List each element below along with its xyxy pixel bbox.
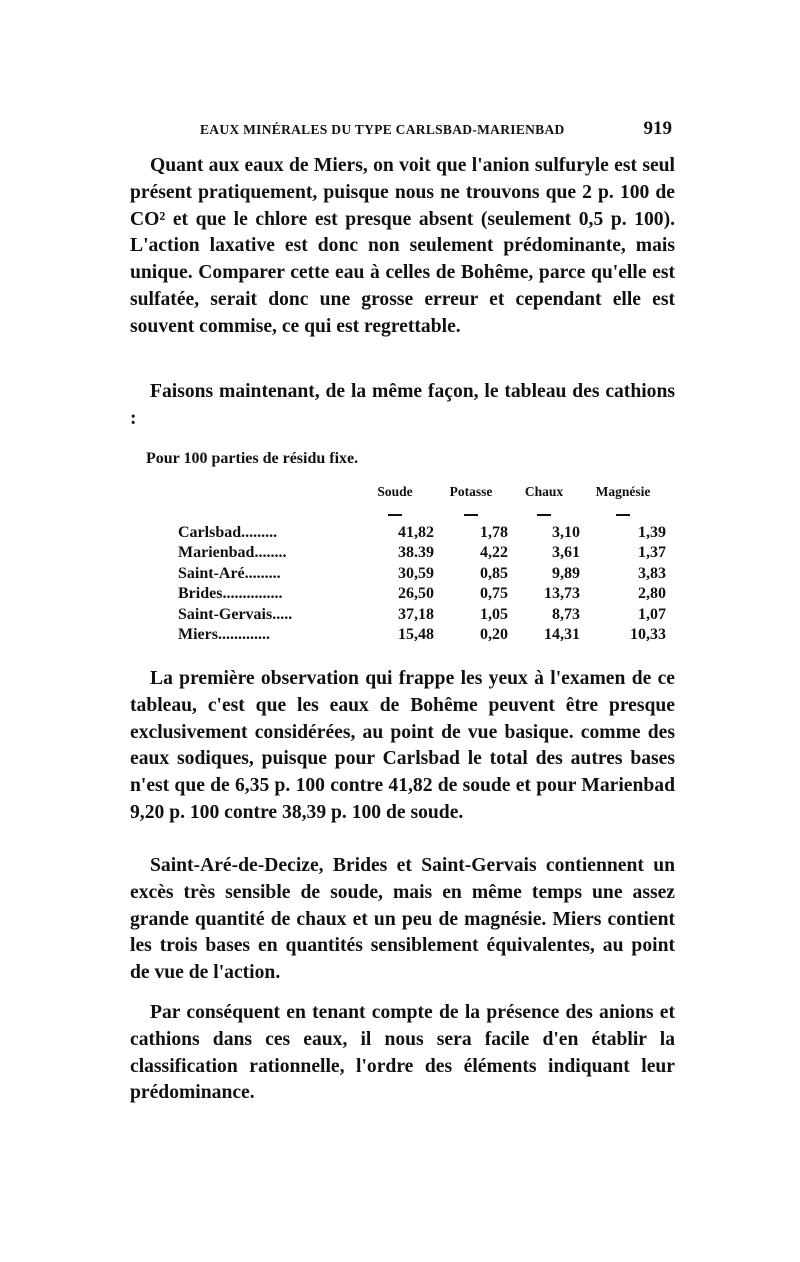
paragraph-conclusion (130, 1000, 675, 1107)
column-header-chaux: Chaux (524, 484, 564, 499)
cathions-table (178, 482, 666, 646)
cell-potasse: 0,85 (480, 564, 508, 582)
row-label: Carlsbad......... (178, 523, 278, 541)
table-row (178, 523, 666, 544)
table-row (178, 584, 666, 605)
cell-magnesie: 1,39 (638, 523, 666, 541)
cell-chaux: 3,61 (552, 544, 580, 562)
cell-soude: 15,48 (398, 626, 434, 644)
row-label: Brides............... (178, 585, 283, 603)
cell-potasse: 1,05 (480, 605, 508, 623)
paragraph-cathions-intro (130, 379, 675, 433)
dash-cell (508, 502, 580, 523)
cell-magnesie: 1,07 (638, 605, 666, 623)
cell-soude: 41,82 (398, 523, 434, 541)
paragraph-text: Saint-Aré-de-Decize, Brides et Saint-Gervais contiennent un excès très sensible de soude, mais en même temps une assez grande quantité de chaux et un peu de magnésie. Miers contient les trois bases en quantités sensiblement équivalentes, au point de vue de l'action. (130, 855, 675, 984)
cell-soude: 30,59 (398, 564, 434, 582)
paragraph-observation (130, 666, 675, 827)
column-header-empty (178, 482, 356, 502)
table-row (178, 625, 666, 646)
cell-soude: 38.39 (398, 544, 434, 562)
table-row (178, 543, 666, 564)
cell-chaux: 8,73 (552, 605, 580, 623)
row-label: Marienbad........ (178, 544, 287, 562)
paragraph-text: La première observation qui frappe les yeux à l'examen de ce tableau, c'est que les eaux de Bohême peuvent être presque exclusivement considérées, au point de vue basique. comme des eaux sodiques, puisque pour Carlsbad le total des autres bases n'est que de 6,35 p. 100 contre 41,82 de soude et pour Marienbad 9,20 p. 100 contre 38,39 p. 100 de soude. (130, 668, 675, 823)
dash-rule (537, 514, 551, 516)
column-header-soude: Soude (377, 484, 413, 499)
cell-chaux: 9,89 (552, 564, 580, 582)
table-caption: Pour 100 parties de résidu fixe. (146, 450, 359, 467)
cell-potasse: 4,22 (480, 544, 508, 562)
column-header-magnesie: Magnésie (595, 484, 651, 499)
dash-cell (580, 502, 666, 523)
dash-rule (464, 514, 478, 516)
table-row (178, 605, 666, 626)
page-header (200, 118, 680, 144)
cell-potasse: 0,75 (480, 585, 508, 603)
table-header-row (178, 482, 666, 502)
cell-potasse: 1,78 (480, 523, 508, 541)
cell-chaux: 3,10 (552, 523, 580, 541)
paragraph-text: Quant aux eaux de Miers, on voit que l'anion sulfuryle est seul présent pratiquement, puisque nous ne trouvons que 2 p. 100 de CO² et que le chlore est presque absent (seulement 0,5 p. 100). L'action laxative est donc non seulement prédominante, mais unique. Comparer cette eau à celles de Bohême, parce qu'elle est sulfatée, serait donc une grosse erreur et cependant elle est souvent commise, ce qui est regrettable. (130, 155, 675, 337)
paragraph-text: Faisons maintenant, de la même façon, le tableau des cathions : (130, 381, 675, 429)
cell-potasse: 0,20 (480, 626, 508, 644)
row-label: Saint-Gervais..... (178, 605, 293, 623)
dash-cell-empty (178, 502, 356, 523)
dash-rule (616, 514, 630, 516)
page-number: 919 (643, 118, 672, 139)
cell-magnesie: 2,80 (638, 585, 666, 603)
row-label: Saint-Aré......... (178, 564, 281, 582)
table-row (178, 564, 666, 585)
dash-cell (434, 502, 508, 523)
dash-cell (356, 502, 434, 523)
cell-magnesie: 1,37 (638, 544, 666, 562)
cell-magnesie: 3,83 (638, 564, 666, 582)
row-label: Miers............. (178, 626, 270, 644)
paragraph-text: Par conséquent en tenant compte de la présence des anions et cathions dans ces eaux, il nous sera facile d'en établir la classification rationnelle, l'ordre des éléments indiquant leur prédominance. (130, 1002, 675, 1104)
cell-chaux: 13,73 (544, 585, 580, 603)
running-head: EAUX MINÉRALES DU TYPE CARLSBAD-MARIENBAD (200, 122, 565, 137)
column-header-potasse: Potasse (449, 484, 493, 499)
cell-soude: 26,50 (398, 585, 434, 603)
paragraph-miers (130, 153, 675, 341)
header-dash-row (178, 502, 666, 523)
cell-chaux: 14,31 (544, 626, 580, 644)
cell-soude: 37,18 (398, 605, 434, 623)
cell-magnesie: 10,33 (630, 626, 666, 644)
paragraph-saint-are (130, 853, 675, 987)
dash-rule (388, 514, 402, 516)
